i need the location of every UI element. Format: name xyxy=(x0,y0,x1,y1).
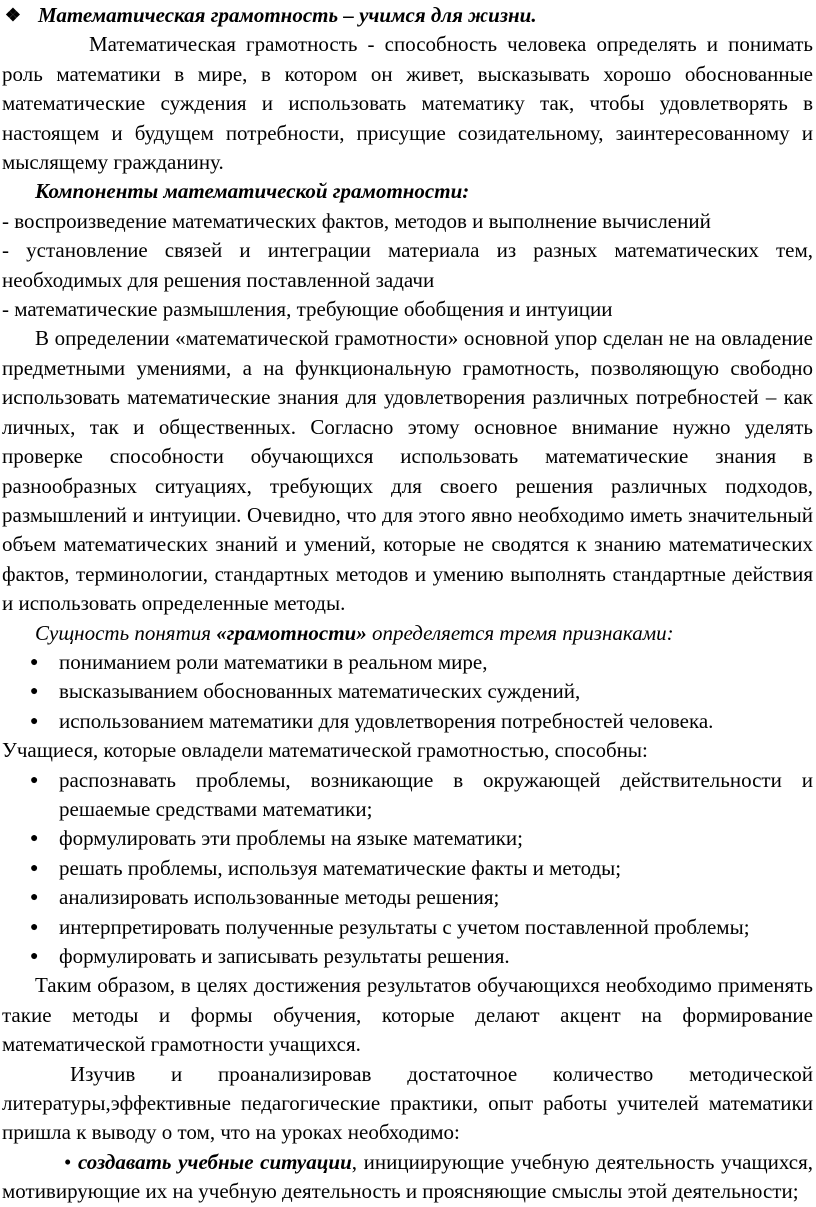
component-item-1: - воспроизведение математических фактов, методов и выполнение вычислений xyxy=(2,208,711,233)
bullet-dot-icon: ● xyxy=(30,772,39,788)
essence-part-1: Сущность понятия xyxy=(35,620,217,645)
component-item-3: - математические размышления, требующие обобщения и интуиции xyxy=(2,297,613,322)
list-item: ● формулировать эти проблемы на языке математики; xyxy=(2,824,813,853)
conclusion-paragraph: Таким образом, в целях достижения результатов обучающихся необходимо применять такие методы и формы обучения, которые делают акцент на формирование математической грамотности учащихся. xyxy=(2,973,813,1057)
essence-line xyxy=(2,619,813,648)
list-item: ● формулировать и записывать результаты решения. xyxy=(2,942,813,971)
students-intro: Учащиеся, которые овладели математической грамотностью, способны: xyxy=(2,738,648,763)
final-paragraph xyxy=(2,1148,813,1207)
bullet-dot-icon: ● xyxy=(30,890,39,906)
list-item: ● высказыванием обоснованных математических суждений, xyxy=(2,677,813,706)
bullet-dot-icon: ● xyxy=(30,713,39,729)
diamond-bullet-icon: ❖ xyxy=(4,5,22,25)
component-item-2: - установление связей и интеграции материала из разных математических тем, необходимых для решения поставленной задачи xyxy=(2,238,813,292)
components-title: Компоненты математической грамотности: xyxy=(35,179,470,204)
list-item: ● распознавать проблемы, возникающие в окружающей действительности и решаемые средствами математики; xyxy=(30,767,813,821)
final-bullet: • xyxy=(64,1149,72,1174)
study-paragraph: Изучив и проанализировав достаточное количество методической литературы,эффективные педагогические практики, опыт работы учителей математики пришла к выводу о том, что на уроках необходимо: xyxy=(2,1061,813,1145)
final-rest: , инициирующие учебную деятельность учащихся, мотивирующие их на учебную деятельность и проясняющие смыслы этой деятельности; xyxy=(2,1149,813,1204)
definition-paragraph: Математическая грамотность - способность человека определять и понимать роль математики в мире, в котором он живет, высказывать хорошо обоснованные математические суждения и использовать математику так, чтобы удовлетворять в настоящем и будущем потребности, присущие созидательному, заинтересованному и мыслящему гражданину. xyxy=(2,32,813,175)
bullet-dot-icon: ● xyxy=(30,860,39,876)
bullet-dot-icon: ● xyxy=(30,684,39,700)
essence-part-2: «грамотности» xyxy=(216,620,367,645)
final-lead: создавать учебные ситуации xyxy=(77,1149,352,1174)
bullet-dot-icon: ● xyxy=(30,949,39,964)
students-list xyxy=(2,766,813,972)
essence-list xyxy=(2,648,813,736)
list-item: ● интерпретировать полученные результаты с учетом поставленной проблемы; xyxy=(2,913,813,942)
list-item: ● анализировать использованные методы решения; xyxy=(2,883,813,912)
section-heading-text: Математическая грамотность – учимся для жизни. xyxy=(38,3,537,27)
bullet-dot-icon: ● xyxy=(30,831,39,847)
bullet-dot-icon: ● xyxy=(30,919,39,935)
list-item: ● решать проблемы, используя математические факты и методы; xyxy=(2,854,813,883)
essence-part-3: определяется тремя признаками: xyxy=(366,620,674,645)
focus-paragraph: В определении «математической грамотности» основной упор сделан не на овладение предметными умениями, а на функциональную грамотность, позволяющую свободно использовать математические знания для удовлетворения различных потребностей – как личных, так и общественных. Согласно этому основное внимание нужно уделять проверке способности обучающихся использовать математические знания в разнообразных ситуациях, требующих для своего решения различных подходов, размышлений и интуиции. Очевидно, что для этого явно необходимо иметь значительный объем математических знаний и умений, которые не сводятся к знанию математических фактов, терминологии, стандартных методов и умению выполнять стандартные действия и использовать определенные методы. xyxy=(2,326,813,616)
list-item: ● использованием математики для удовлетворения потребностей человека. xyxy=(2,707,813,736)
list-item: ● пониманием роли математики в реальном мире, xyxy=(2,648,813,677)
section-heading xyxy=(2,1,813,30)
bullet-dot-icon: ● xyxy=(30,654,39,670)
